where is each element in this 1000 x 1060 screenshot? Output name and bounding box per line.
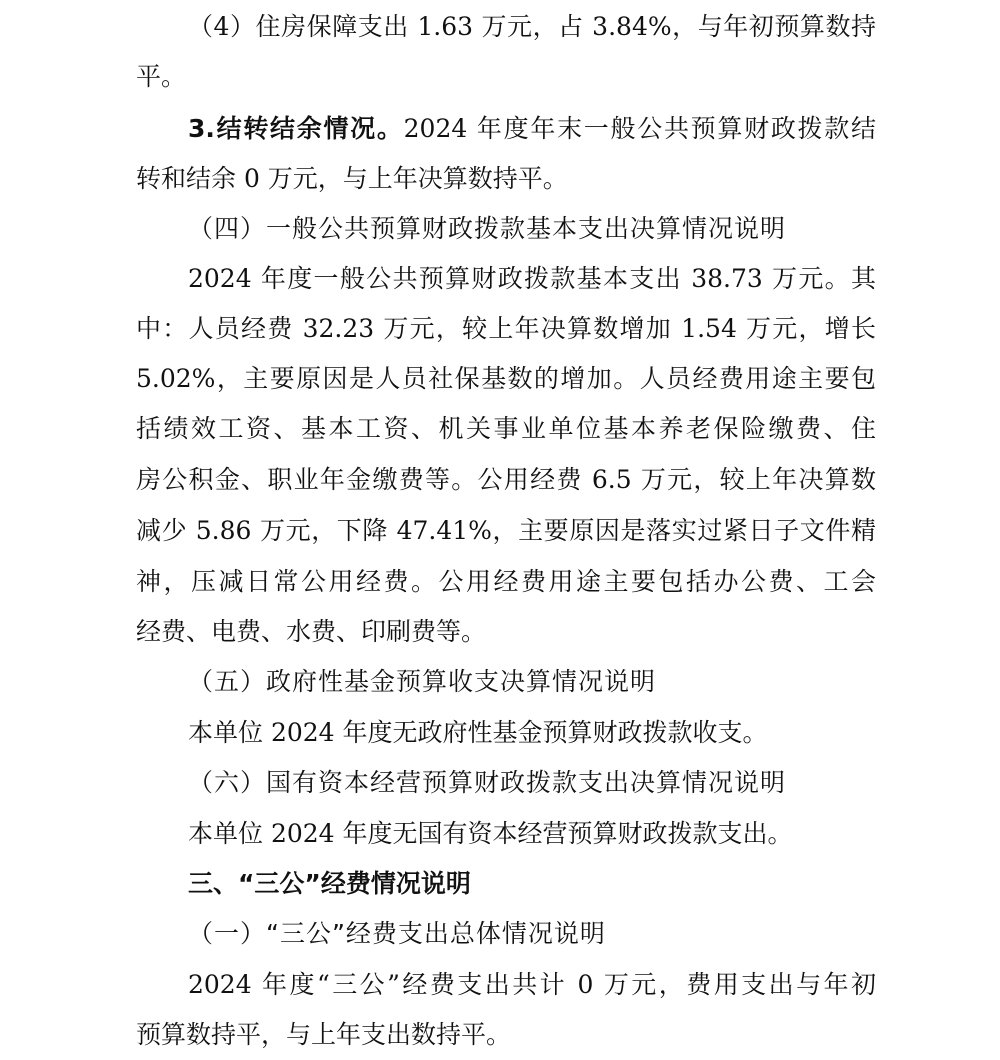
subheading-government-fund: （五）政府性基金预算收支决算情况说明 (188, 667, 657, 696)
subheading-basic-expenditure: （四）一般公共预算财政拨款基本支出决算情况说明 (188, 214, 787, 243)
paragraph-government-fund: 本单位 2024 年度无政府性基金预算财政拨款收支。 (188, 718, 768, 747)
paragraph-three-public-line-1: 2024 年度“三公”经费支出共计 0 万元，费用支出与年初 (188, 970, 876, 999)
paragraph-basic-expenditure-line-6: 减少 5.86 万元，下降 47.41%，主要原因是落实过紧日子文件精 (136, 516, 876, 545)
subheading-state-capital: （六）国有资本经营预算财政拨款支出决算情况说明 (188, 768, 787, 797)
paragraph-carryover-line-1 (188, 104, 876, 154)
subheading-three-public-overall: （一）“三公”经费支出总体情况说明 (188, 919, 606, 948)
carryover-text: 2024 年度年末一般公共预算财政拨款结 (403, 114, 876, 143)
paragraph-basic-expenditure-line-8: 经费、电费、水费、印刷费等。 (136, 617, 487, 646)
paragraph-basic-expenditure-line-1: 2024 年度一般公共预算财政拨款基本支出 38.73 万元。其 (188, 264, 876, 293)
section-heading-carryover: 3.结转结余情况。 (188, 114, 404, 143)
paragraph-carryover-line-2: 转和结余 0 万元，与上年决算数持平。 (136, 164, 568, 193)
paragraph-three-public-line-2: 预算数持平，与上年支出数持平。 (136, 1020, 512, 1049)
paragraph-housing-expense-line-2: 平。 (136, 62, 187, 91)
paragraph-state-capital: 本单位 2024 年度无国有资本经营预算财政拨款支出。 (188, 819, 793, 848)
paragraph-basic-expenditure-line-5: 房公积金、职业年金缴费等。公用经费 6.5 万元，较上年决算数 (136, 465, 876, 494)
paragraph-basic-expenditure-line-4: 括绩效工资、基本工资、机关事业单位基本养老保险缴费、住 (136, 414, 876, 443)
paragraph-basic-expenditure-line-7: 神，压减日常公用经费。公用经费用途主要包括办公费、工会 (136, 567, 876, 596)
paragraph-housing-expense-line-1: （4）住房保障支出 1.63 万元，占 3.84%，与年初预算数持 (188, 12, 876, 41)
section-heading-three-public: 三、“三公”经费情况说明 (188, 869, 471, 898)
paragraph-basic-expenditure-line-3: 5.02%，主要原因是人员社保基数的增加。人员经费用途主要包 (136, 364, 876, 393)
paragraph-basic-expenditure-line-2: 中：人员经费 32.23 万元，较上年决算数增加 1.54 万元，增长 (136, 314, 876, 343)
